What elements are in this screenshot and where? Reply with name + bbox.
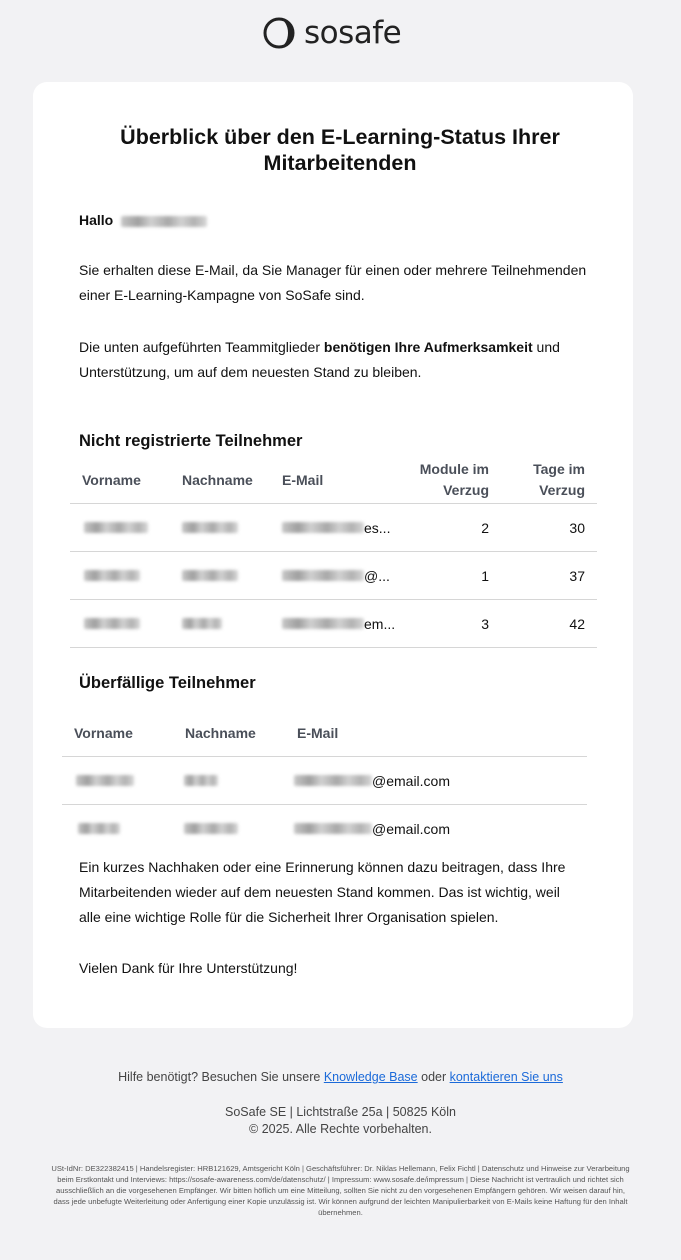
redacted-last-name	[182, 570, 238, 581]
copyright: © 2025. Alle Rechte vorbehalten.	[249, 1122, 432, 1136]
email-tail: @email.com	[372, 773, 451, 789]
table-divider	[70, 551, 597, 552]
days-overdue: 30	[569, 520, 585, 536]
help-middle: oder	[417, 1070, 450, 1084]
redacted-last-name	[182, 522, 238, 533]
table-divider	[62, 804, 587, 805]
not-registered-heading: Nicht registrierte Teilnehmer	[79, 432, 303, 450]
column-header-email: E-Mail	[297, 725, 339, 741]
redacted-first-name	[84, 618, 140, 629]
logo-text: sosafe	[304, 15, 402, 51]
attention-paragraph	[79, 335, 609, 385]
column-header-vorname: Vorname	[74, 725, 133, 741]
greeting-text: Hallo	[79, 212, 114, 228]
email-tail: @...	[364, 568, 390, 584]
footer-address-block	[0, 1104, 681, 1138]
sosafe-logo-icon	[262, 16, 296, 50]
thanks-text: Vielen Dank für Ihre Unterstützung!	[79, 960, 298, 976]
redacted-email	[282, 618, 364, 629]
column-header-nachname: Nachname	[182, 472, 253, 488]
attention-text-1: Die unten aufgeführten Teammitglieder	[79, 339, 324, 355]
email-tail: em...	[364, 616, 396, 632]
table-divider	[70, 599, 597, 600]
email-tail: es...	[364, 520, 391, 536]
redacted-email	[282, 522, 364, 533]
modules-overdue: 1	[481, 568, 489, 584]
contact-link[interactable]: kontaktieren Sie uns	[449, 1070, 563, 1084]
column-header-email: E-Mail	[282, 472, 324, 488]
modules-overdue: 2	[481, 520, 489, 536]
redacted-email	[294, 775, 372, 786]
table-divider	[70, 647, 597, 648]
column-header-module-im-verzug: Module im Verzug	[419, 461, 489, 498]
greeting	[79, 208, 609, 233]
redacted-first-name	[78, 823, 120, 834]
closing-paragraph: Ein kurzes Nachhaken oder eine Erinnerung können dazu beitragen, dass Ihre Mitarbeitenden wieder auf dem neuesten Stand kommen. Das ist wichtig, weil alle eine wichtige Rolle für die Sicherheit Ihrer Organisation spielen.	[79, 859, 566, 925]
redacted-last-name	[184, 823, 238, 834]
sosafe-logo	[262, 16, 401, 50]
email-tail: @email.com	[372, 821, 451, 837]
table-divider	[70, 503, 597, 504]
modules-overdue: 3	[481, 616, 489, 632]
attention-text-2: und Unterstützung, um auf dem neuesten Stand zu bleiben.	[79, 339, 560, 380]
column-header-nachname: Nachname	[185, 725, 256, 741]
column-header-tage-im-verzug: Tage im Verzug	[533, 461, 585, 498]
redacted-name	[121, 216, 207, 227]
redacted-last-name	[182, 618, 222, 629]
company-address: SoSafe SE | Lichtstraße 25a | 50825 Köln	[225, 1105, 456, 1119]
column-header-vorname: Vorname	[82, 472, 141, 488]
table-divider	[62, 756, 587, 757]
email-title: Überblick über den E-Learning-Status Ihrer Mitarbeitenden	[120, 125, 560, 175]
redacted-first-name	[84, 570, 140, 581]
redacted-first-name	[84, 522, 148, 533]
redacted-first-name	[76, 775, 134, 786]
redacted-email	[294, 823, 372, 834]
help-prefix: Hilfe benötigt? Besuchen Sie unsere	[118, 1070, 324, 1084]
days-overdue: 37	[569, 568, 585, 584]
days-overdue: 42	[569, 616, 585, 632]
overdue-heading: Überfällige Teilnehmer	[79, 674, 256, 692]
legal-notice: USt-IdNr: DE322382415 | Handelsregister: HRB121629, Amtsgericht Köln | Geschäftsführer: Dr. Niklas Hellemann, Felix Fichtl | Datenschutz und Hinweise zur Verarbeitung beim Erstkontakt und Interviews: https://sosafe-awareness.com/de/datenschutz/ | Impressum: www.sosafe.de/impressum | Diese Nachricht ist vertraulich und richtet sich ausschließlich an die vorgesehenen Empfänger. Wir bitten höflich um eine Mitteilung, sollten Sie nicht zu den vorgesehenen Empfängern gehören. Wir weisen darauf hin, dass jede unbefugte Weiterleitung oder Anfertigung einer Kopie unzulässig ist. Wir können aufgrund der leichten Manipulierbarkeit von E-Mails keine Haftung für den Inhalt übernehmen.	[51, 1164, 630, 1217]
redacted-email	[282, 570, 364, 581]
redacted-last-name	[184, 775, 218, 786]
intro-paragraph: Sie erhalten diese E-Mail, da Sie Manager für einen oder mehrere Teilnehmenden einer E-Learning-Kampagne von SoSafe sind.	[79, 262, 587, 303]
footer-help	[0, 1070, 681, 1084]
knowledge-base-link[interactable]: Knowledge Base	[323, 1070, 418, 1084]
attention-bold: benötigen Ihre Aufmerksamkeit	[323, 339, 533, 355]
